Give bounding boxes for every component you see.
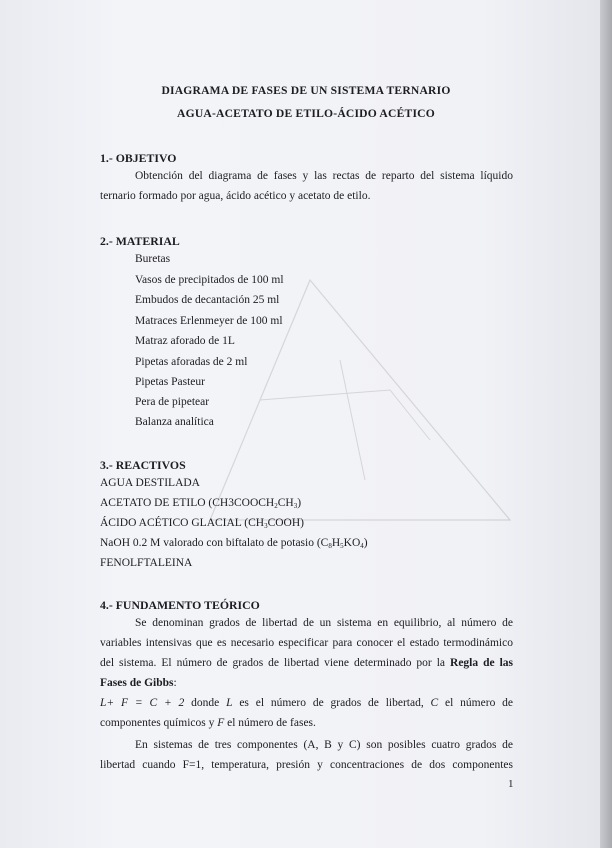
objetivo-text-line1: Obtención del diagrama de fases y las rectas de reparto del sistema líquido: [135, 170, 513, 182]
section-heading-material: 2.- MATERIAL: [100, 234, 180, 248]
reactivo-water: AGUA DESTILADA: [100, 477, 200, 489]
page-number: 1: [508, 778, 514, 790]
fundamento-p1-line1: Se denominan grados de libertad de un sistema en equilibrio, al número de: [135, 617, 513, 629]
page-edge-shadow: [600, 0, 612, 848]
fundamento-p1-line2: variables intensivas que es necesario especificar para conocer el estado termodinámico: [100, 637, 513, 649]
section-heading-reactivos: 3.- REACTIVOS: [100, 458, 186, 472]
reactivo-naoh: NaOH 0.2 M valorado con biftalato de potasio $(C_8H_5KO_4)$: [100, 537, 368, 550]
material-item: Pipetas Pasteur: [135, 376, 205, 388]
material-item: Matraces Erlenmeyer de 100 ml: [135, 315, 283, 327]
fundamento-p3-line1: En sistemas de tres componentes (A, B y C) son posibles cuatro grados de: [135, 739, 513, 751]
document-title-line1: DIAGRAMA DE FASES DE UN SISTEMA TERNARIO: [161, 84, 451, 97]
fundamento-p2-line2: componentes químicos y F el número de fases.: [100, 717, 316, 729]
material-item: Vasos de precipitados de 100 ml: [135, 274, 284, 286]
fundamento-p1-line3: del sistema. El número de grados de libertad viene determinado por la Regla de las: [100, 657, 513, 669]
material-item: Pipetas aforadas de 2 ml: [135, 356, 248, 368]
section-heading-objetivo: 1.- OBJETIVO: [100, 151, 177, 165]
reactivo-acetic-acid: ÁCIDO ACÉTICO GLACIAL $(CH_3COOH)$: [100, 517, 304, 530]
material-item: Buretas: [135, 253, 171, 265]
objetivo-text-line2: ternario formado por agua, ácido acético y acetato de etilo.: [100, 190, 371, 202]
fundamento-p3-line2: libertad cuando F=1, temperatura, presión y concentraciones de dos componentes: [100, 759, 513, 771]
material-item: Balanza analítica: [135, 416, 214, 428]
material-item: Matraz aforado de 1L: [135, 335, 235, 347]
reactivo-phenolphthalein: FENOLFTALEINA: [100, 557, 193, 569]
fundamento-gibbs-rule-line: L+ F = C + 2 donde L es el número de grados de libertad, C el número de: [100, 697, 514, 709]
document-title-line2: AGUA-ACETATO DE ETILO-ÁCIDO ACÉTICO: [177, 107, 435, 120]
material-item: Embudos de decantación 25 ml: [135, 294, 280, 306]
section-heading-fundamento: 4.- FUNDAMENTO TEÓRICO: [100, 598, 260, 612]
material-item: Pera de pipetear: [135, 396, 210, 408]
reactivo-ethyl-acetate: ACETATO DE ETILO $(CH3COOCH_2CH_3)$: [100, 497, 302, 510]
fundamento-p1-line4: Fases de Gibbs:: [100, 677, 177, 689]
